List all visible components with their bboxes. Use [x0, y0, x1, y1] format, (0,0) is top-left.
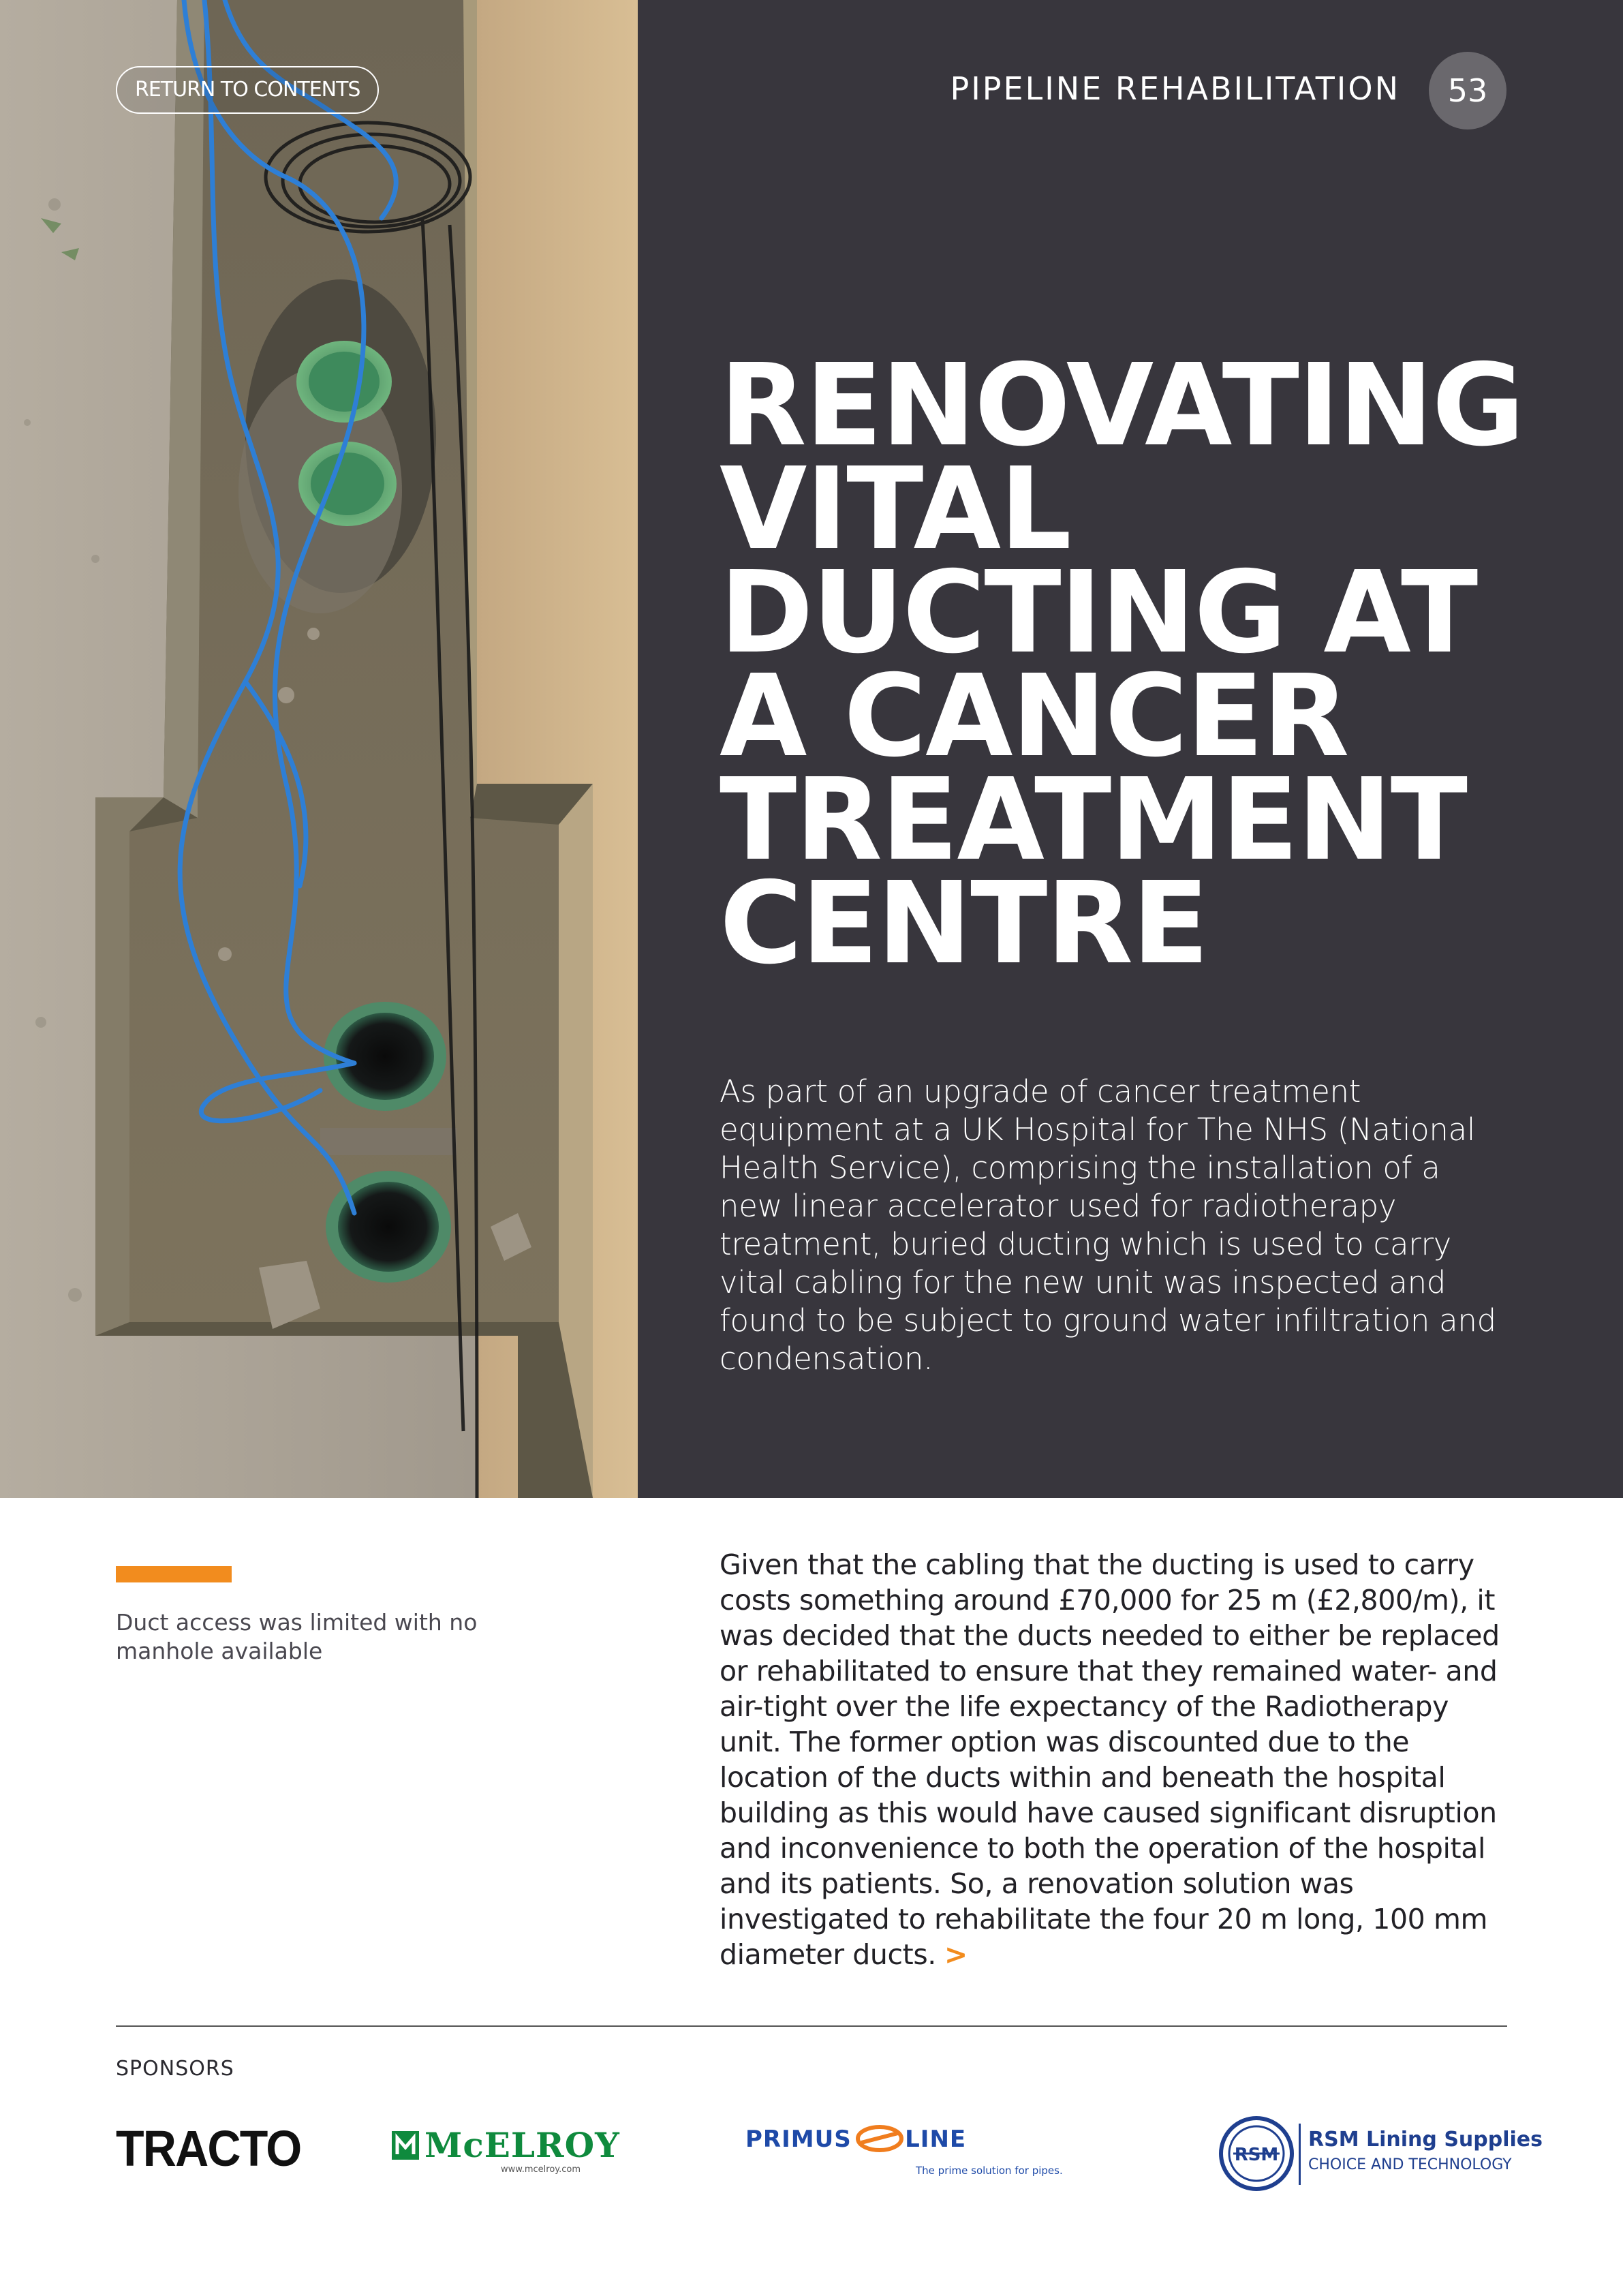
headline-line: CENTRE — [720, 858, 1208, 990]
primus-wordmark-left: PRIMUS — [745, 2126, 852, 2153]
rsm-divider — [1299, 2124, 1301, 2185]
photo-caption: Duct access was limited with no manhole available — [116, 1609, 478, 1664]
headline-line: DUCTING AT — [720, 547, 1477, 679]
return-to-contents-button[interactable]: RETURN TO CONTENTS — [116, 66, 379, 114]
caption-accent-bar — [116, 1566, 232, 1582]
mcelroy-mark-icon — [392, 2131, 419, 2160]
rsm-tagline: CHOICE AND TECHNOLOGY — [1308, 2156, 1512, 2173]
article-intro: As part of an upgrade of cancer treatment equipment at a UK Hospital for The NHS (National Health Service), comprising the installation of a new linear accelerator used for radiotherapy treatment, buried ducting which is used to carry vital cabling for the new unit was inspected and found to be subject to ground water infiltration and condensation. — [720, 1073, 1496, 1377]
mcelroy-logo[interactable] — [392, 2125, 620, 2175]
continue-arrow-icon[interactable]: > — [944, 1938, 968, 1971]
mcelroy-wordmark: McELROY — [424, 2125, 620, 2165]
primus-swirl-icon — [856, 2125, 903, 2152]
article-body — [720, 1547, 1517, 1972]
sponsors-divider — [116, 2025, 1507, 2027]
headline-line: RENOVATING — [720, 340, 1524, 472]
duct-trench-image — [0, 0, 638, 1498]
primus-line-logo[interactable] — [745, 2125, 1063, 2179]
sponsors-label: SPONSORS — [116, 2057, 234, 2081]
rsm-lining-logo[interactable] — [1218, 2111, 1543, 2193]
section-title: PIPELINE REHABILITATION — [950, 70, 1400, 107]
primus-wordmark-right: LINE — [905, 2126, 967, 2153]
primus-tagline: The prime solution for pipes. — [916, 2164, 1063, 2177]
mcelroy-url: www.mcelroy.com — [501, 2164, 581, 2175]
headline-line: VITAL — [720, 444, 1070, 575]
headline-line: TREATMENT — [720, 754, 1467, 886]
article-headline — [720, 340, 1578, 990]
title-panel — [638, 0, 1623, 1498]
rsm-badge-text: RSM — [1234, 2145, 1279, 2165]
rsm-name: RSM Lining Supplies — [1308, 2128, 1543, 2152]
hero-photo — [0, 0, 638, 1498]
headline-line: A CANCER — [720, 651, 1348, 782]
page-number-badge: 53 — [1429, 52, 1506, 129]
rsm-badge-icon — [1218, 2115, 1295, 2192]
article-body-text: Given that the cabling that the ducting is used to carry costs something around £70,000 for 25 m (£2,800/m), it was decided that the ducts needed to either be replaced or rehabilitated to ensure that they remained water- and air-tight over the life expectancy of the Radiotherapy unit. The former option was discounted due to the location of the ducts within and beneath the hospital building as this would have caused significant disruption and inconvenience to both the operation of the hospital and its patients. So, a renovation solution was investigated to rehabilitate the four 20 m long, 100 mm diameter ducts. — [720, 1548, 1500, 1971]
tracto-logo[interactable]: TRACTO — [116, 2120, 301, 2177]
